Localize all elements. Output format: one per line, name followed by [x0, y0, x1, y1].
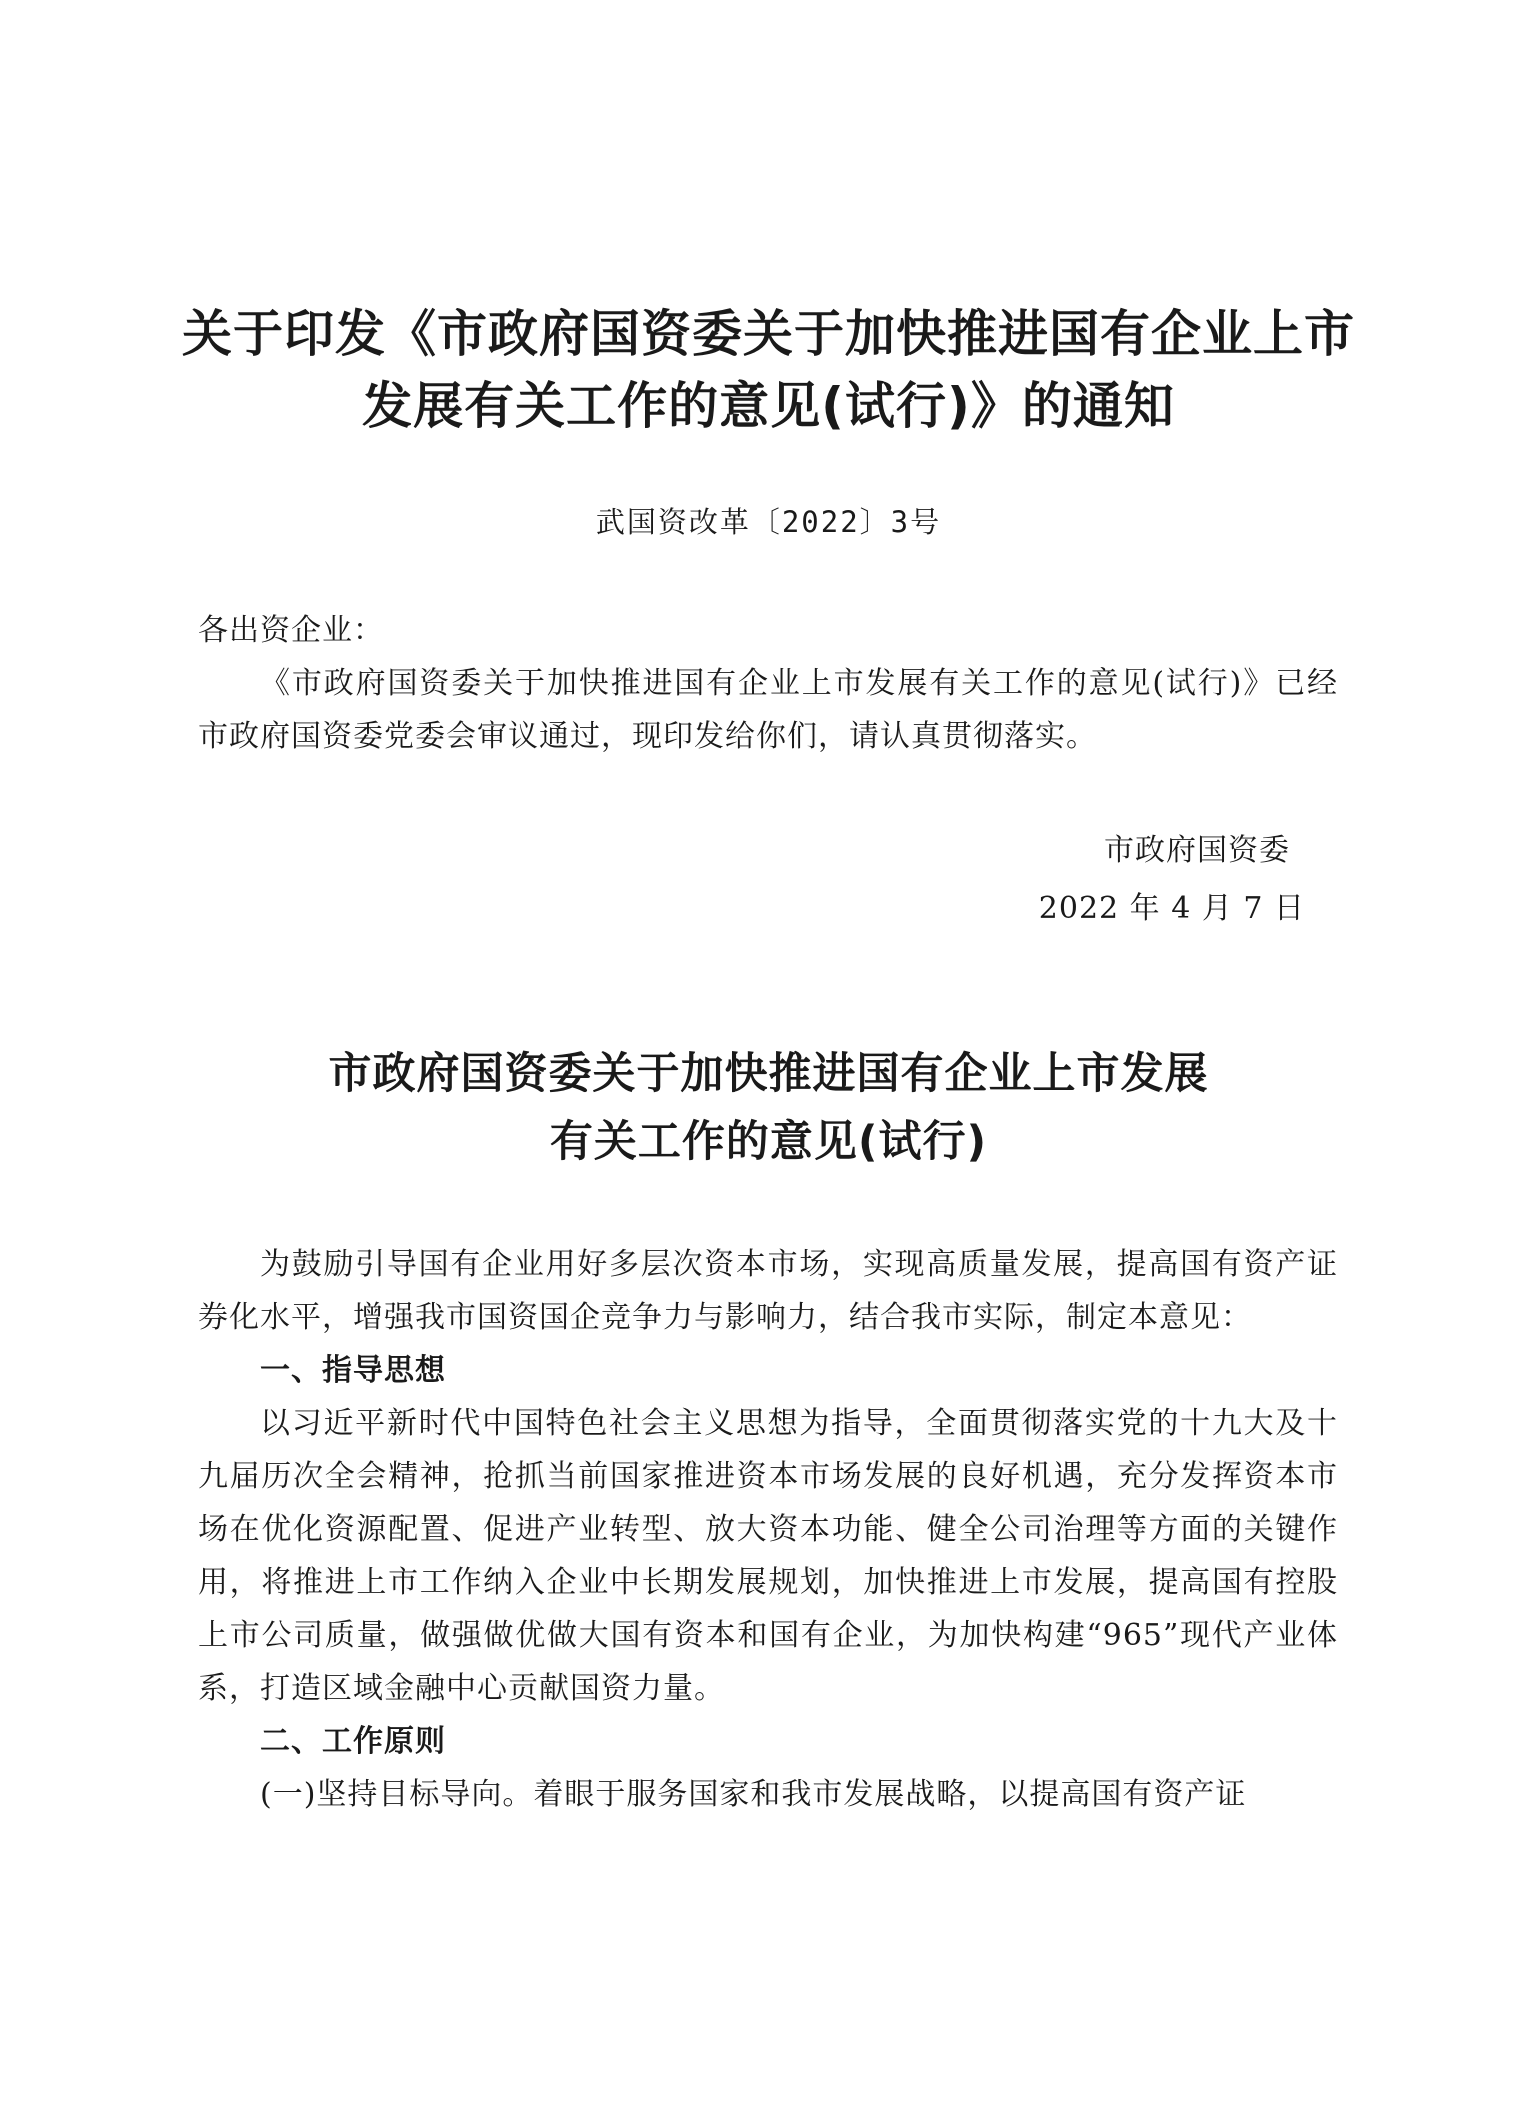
work-principle-item-1: (一)坚持目标导向。着眼于服务国家和我市发展战略，以提高国有资产证 — [260, 1777, 1247, 1812]
signature-organization: 市政府国资委 — [1104, 833, 1290, 868]
opinion-title-line-1: 市政府国资委关于加快推进国有企业上市发展 — [328, 1049, 1209, 1099]
notice-title-line-2: 发展有关工作的意见(试行)》的通知 — [362, 377, 1175, 435]
guiding-ideology-paragraph: 以习近平新时代中国特色社会主义思想为指导，全面贯彻落实党的十九大及十九届历次全会精神，抢抓当前国家推进资本市场发展的良好机遇，充分发挥资本市场在优化资源配置、促进产业转型、放大资本功能、健全公司治理等方面的关键作用，将推进上市工作纳入企业中长期发展规划，加快推进上市发展，提高国有控股上市公司质量，做强做优做大国有资本和国有企业，为加快构建“965”现代产业体系，打造区域金融中心贡献国资力量。 — [198, 1406, 1338, 1706]
opinion-title — [150, 1040, 1387, 1176]
section-heading-guiding-ideology: 一、指导思想 — [260, 1353, 446, 1388]
document-number: 武国资改革〔2022〕3号 — [595, 505, 942, 539]
salutation: 各出资企业： — [198, 613, 384, 648]
opinion-title-line-2: 有关工作的意见(试行) — [549, 1117, 988, 1167]
intro-paragraph: 为鼓励引导国有企业用好多层次资本市场，实现高质量发展，提高国有资产证券化水平，增强我市国资国企竞争力与影响力，结合我市实际，制定本意见： — [198, 1247, 1338, 1335]
notice-title-line-1: 关于印发《市政府国资委关于加快推进国有企业上市 — [182, 305, 1355, 363]
notice-paragraph: 《市政府国资委关于加快推进国有企业上市发展有关工作的意见(试行)》已经市政府国资委党委会审议通过，现印发给你们，请认真贯彻落实。 — [198, 666, 1338, 754]
notice-title — [150, 298, 1387, 442]
section-heading-work-principles: 二、工作原则 — [260, 1724, 446, 1759]
signature-date: 2022 年 4 月 7 日 — [1038, 891, 1305, 926]
notice-body — [198, 604, 1338, 763]
opinion-body — [198, 1238, 1338, 1821]
